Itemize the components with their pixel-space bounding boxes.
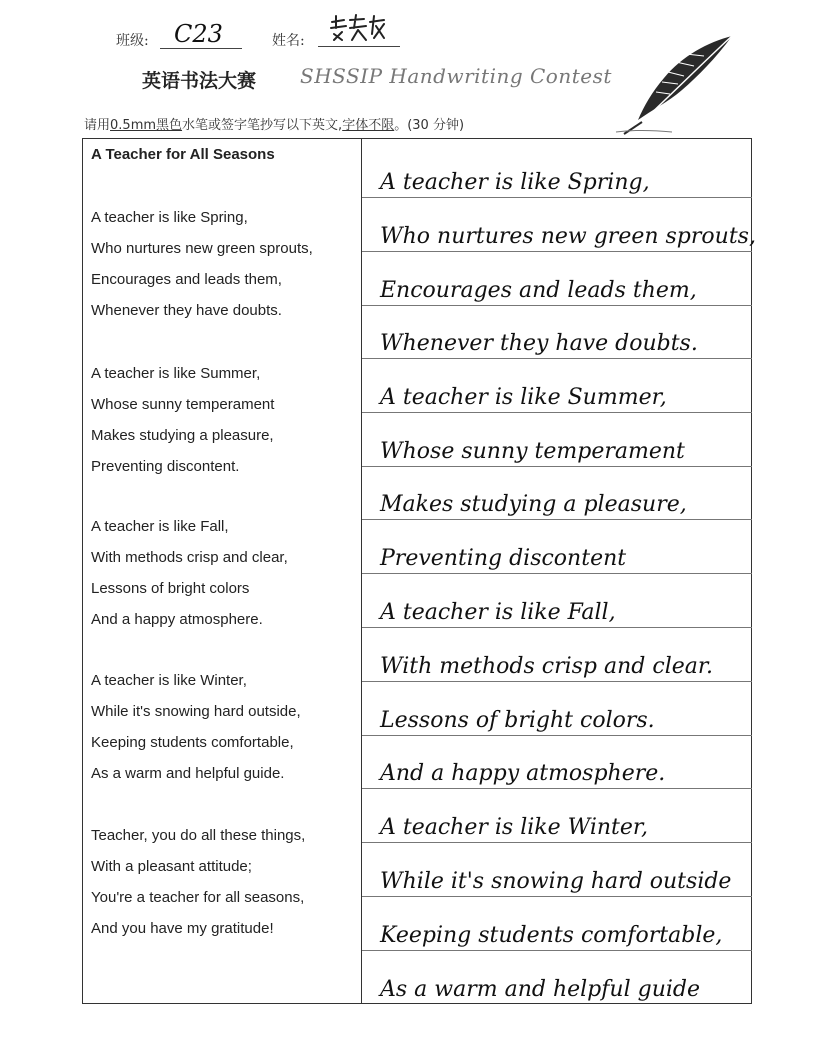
writing-rule — [362, 681, 752, 682]
handwritten-line: As a warm and helpful guide — [380, 977, 700, 1002]
instr-color: 黑色 — [156, 118, 183, 133]
handwritten-line: And a happy atmosphere. — [380, 761, 666, 786]
instr-font: 字体不限 — [342, 118, 395, 133]
poem-line: As a warm and helpful guide. — [91, 765, 285, 782]
poem-line: Lessons of bright colors — [91, 580, 250, 597]
instructions — [84, 114, 464, 133]
writing-rule — [362, 519, 752, 520]
writing-rule — [362, 197, 752, 198]
poem-line: A teacher is like Spring, — [91, 209, 248, 226]
name-field — [318, 20, 400, 47]
poem-line: A teacher is like Summer, — [91, 365, 261, 382]
poem-line: While it's snowing hard outside, — [91, 703, 301, 720]
poem-line: Who nurtures new green sprouts, — [91, 240, 313, 257]
contest-title-cn: 英语书法大赛 — [142, 70, 257, 92]
poem-line: Whenever they have doubts. — [91, 302, 282, 319]
instr-time: 。(30 分钟) — [394, 118, 465, 133]
contest-title-en: SHSSIP Handwriting Contest — [300, 64, 612, 88]
handwritten-line: A teacher is like Summer, — [380, 385, 667, 410]
handwritten-signature — [328, 14, 388, 42]
handwritten-line: Makes studying a pleasure, — [380, 492, 687, 517]
poem-line: Keeping students comfortable, — [91, 734, 294, 751]
table-divider — [361, 138, 362, 1004]
poem-line: With a pleasant attitude; — [91, 858, 252, 875]
writing-rule — [362, 896, 752, 897]
handwritten-line: A teacher is like Spring, — [380, 170, 650, 195]
poem-line: Preventing discontent. — [91, 458, 240, 475]
instr-pen: 0.5mm — [110, 118, 157, 133]
poem-line: Encourages and leads them, — [91, 271, 282, 288]
class-value: C23 — [160, 20, 242, 49]
writing-rule — [362, 735, 752, 736]
writing-rule — [362, 412, 752, 413]
writing-rule — [362, 842, 752, 843]
writing-rule — [362, 573, 752, 574]
class-label: 班级: — [116, 33, 149, 49]
handwritten-line: Keeping students comfortable, — [380, 923, 723, 948]
writing-rule — [362, 358, 752, 359]
poem-line: Teacher, you do all these things, — [91, 827, 306, 844]
instr-pre: 请用 — [84, 118, 111, 133]
handwritten-line: Lessons of bright colors. — [380, 708, 655, 733]
handwritten-line: Whenever they have doubts. — [380, 331, 698, 356]
poem-line: You're a teacher for all seasons, — [91, 889, 305, 906]
writing-rule — [362, 466, 752, 467]
poem-line: Makes studying a pleasure, — [91, 427, 274, 444]
handwritten-line: Encourages and leads them, — [380, 278, 697, 303]
writing-rule — [362, 950, 752, 951]
handwritten-line: While it's snowing hard outside — [380, 869, 732, 894]
handwritten-line: With methods crisp and clear. — [380, 654, 713, 679]
handwritten-line: Whose sunny temperament — [380, 439, 685, 464]
instr-mid: 水笔或签字笔抄写以下英文, — [182, 118, 343, 133]
poem-line: Whose sunny temperament — [91, 396, 275, 413]
poem-line: And you have my gratitude! — [91, 920, 274, 937]
writing-rule — [362, 305, 752, 306]
poem-title: A Teacher for All Seasons — [91, 146, 275, 163]
handwritten-line: Who nurtures new green sprouts, — [380, 224, 756, 249]
writing-rule — [362, 788, 752, 789]
writing-rule — [362, 251, 752, 252]
quill-pen-icon — [612, 32, 738, 138]
poem-line: And a happy atmosphere. — [91, 611, 263, 628]
name-label: 姓名: — [272, 33, 305, 49]
handwritten-line: A teacher is like Winter, — [380, 815, 648, 840]
poem-line: With methods crisp and clear, — [91, 549, 288, 566]
handwritten-line: A teacher is like Fall, — [380, 600, 616, 625]
poem-line: A teacher is like Winter, — [91, 672, 247, 689]
writing-rule — [362, 627, 752, 628]
handwritten-line: Preventing discontent — [380, 546, 627, 571]
poem-line: A teacher is like Fall, — [91, 518, 229, 535]
